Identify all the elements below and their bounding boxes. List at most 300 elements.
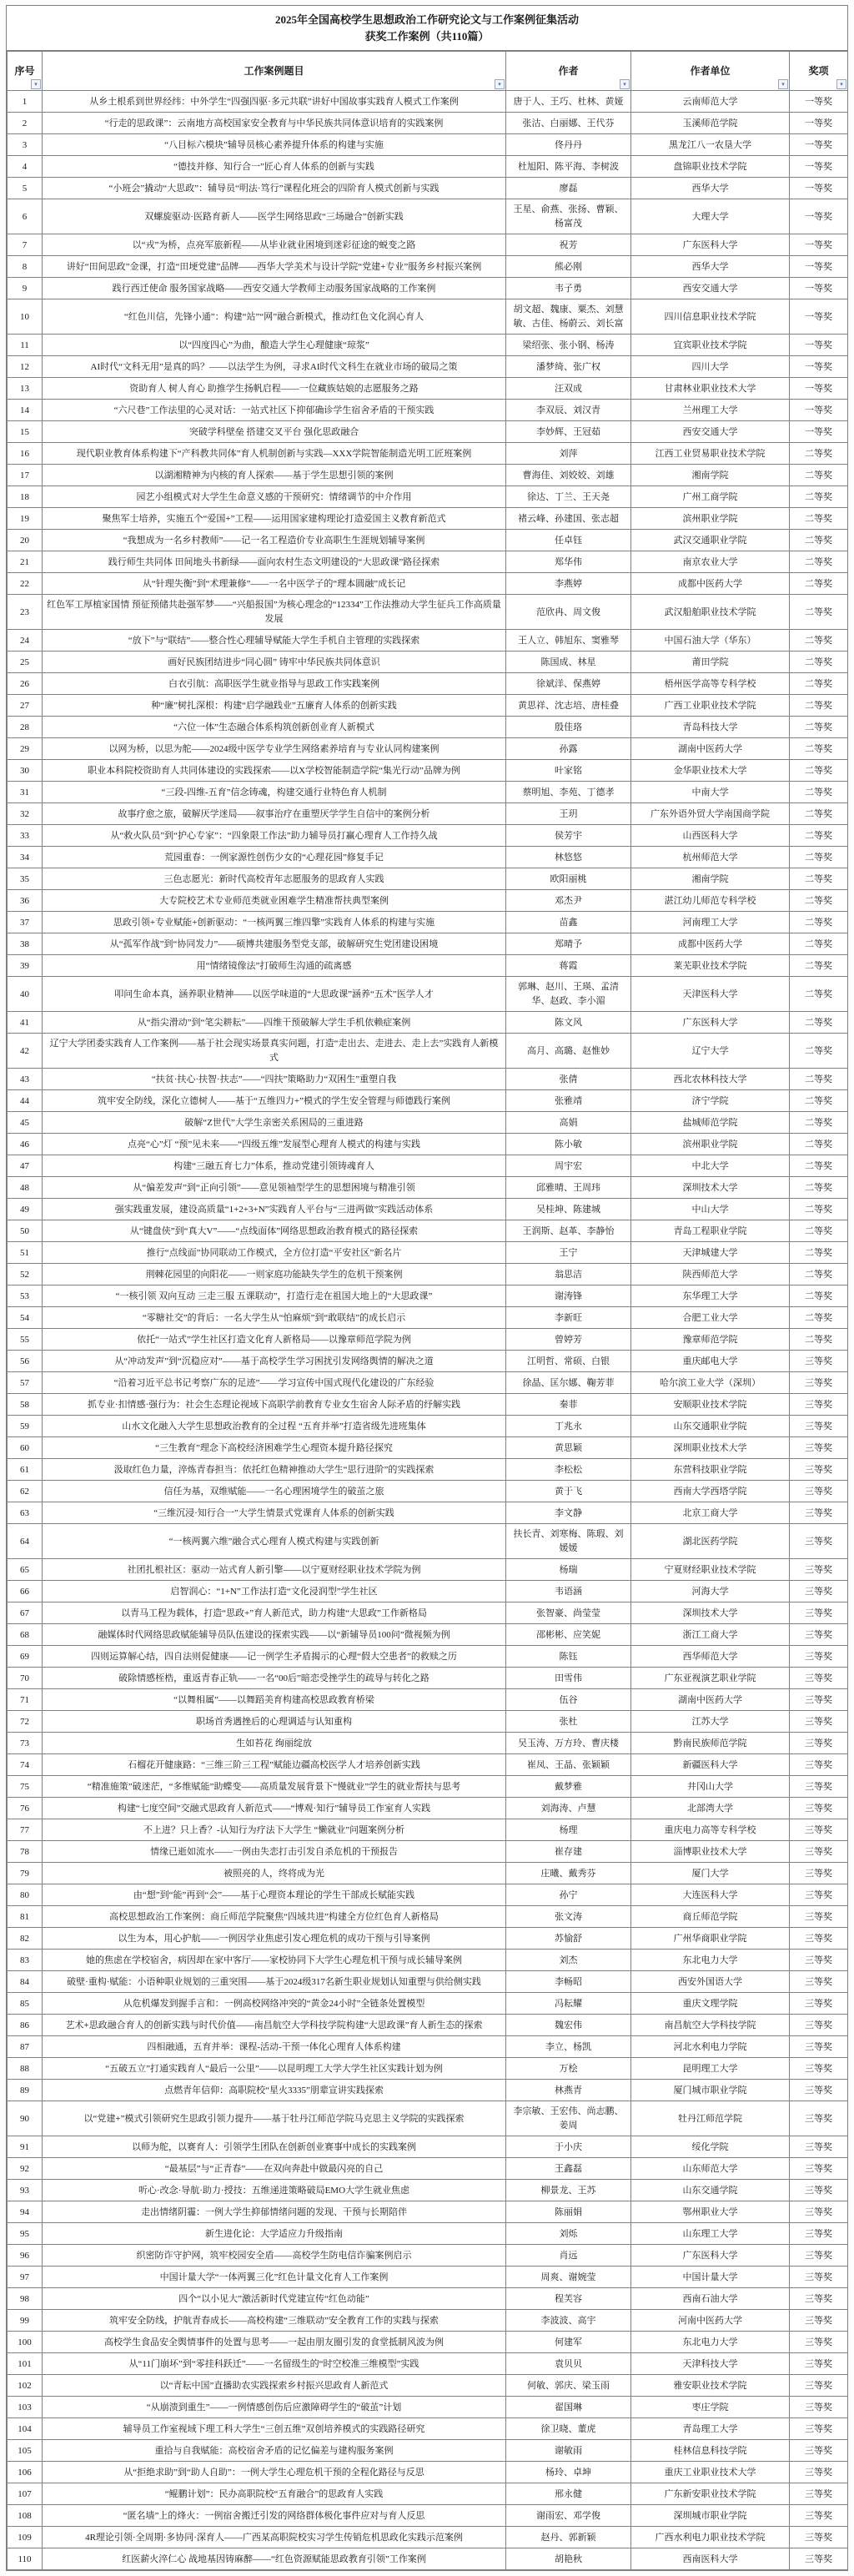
cell-award: 二等奖 bbox=[790, 673, 848, 695]
cell-authors: 庄曦、戴秀芬 bbox=[506, 1863, 631, 1884]
cell-index: 99 bbox=[8, 2310, 43, 2332]
cell-index: 46 bbox=[8, 1134, 43, 1155]
cell-organization: 广州工商学院 bbox=[631, 486, 790, 508]
cell-title: “匿名墙”上的烽火：一例宿舍搬迁引发的网络群体极化事件应对与育人反思 bbox=[43, 2505, 506, 2527]
cell-authors: 江明哲、常硕、白银 bbox=[506, 1351, 631, 1372]
cell-organization: 玉溪师范学院 bbox=[631, 113, 790, 134]
cell-award: 三等奖 bbox=[790, 1481, 848, 1502]
cell-authors: 王人立、韩旭东、窦雅琴 bbox=[506, 630, 631, 652]
table-row bbox=[8, 178, 848, 199]
cell-organization: 宜宾职业技术学院 bbox=[631, 335, 790, 356]
table-row bbox=[8, 1950, 848, 1971]
cell-organization: 北京工商大学 bbox=[631, 1502, 790, 1524]
cell-authors: 曾婷芳 bbox=[506, 1329, 631, 1351]
table-row bbox=[8, 1090, 848, 1112]
cell-award: 二等奖 bbox=[790, 1069, 848, 1090]
cell-organization: 西安交通大学 bbox=[631, 421, 790, 443]
cell-organization: 江西工业贸易职业技术学院 bbox=[631, 443, 790, 465]
cell-index: 36 bbox=[8, 890, 43, 912]
table-row bbox=[8, 1754, 848, 1776]
cell-title: 资助育人 树人育心 助推学生扬帆启程——一位藏族姑娘的志愿服务之路 bbox=[43, 378, 506, 400]
table-row bbox=[8, 847, 848, 868]
cell-index: 73 bbox=[8, 1733, 43, 1754]
table-row bbox=[8, 1242, 848, 1264]
cell-award: 三等奖 bbox=[790, 1581, 848, 1602]
cell-award: 三等奖 bbox=[790, 2440, 848, 2462]
cell-organization: 西南石油大学 bbox=[631, 2288, 790, 2310]
cell-organization: 天津医科大学 bbox=[631, 977, 790, 1012]
cell-index: 35 bbox=[8, 868, 43, 890]
cell-authors: 翟国琳 bbox=[506, 2397, 631, 2418]
cell-award: 三等奖 bbox=[790, 2483, 848, 2505]
cell-organization: 牡丹江师范学院 bbox=[631, 2101, 790, 2136]
cell-title: “扶贫·扶心·扶智·扶志”——“四扶”策略助力“双困生”重塑自我 bbox=[43, 1069, 506, 1090]
cell-index: 16 bbox=[8, 443, 43, 465]
cell-award: 一等奖 bbox=[790, 178, 848, 199]
cell-authors: 殷佳珞 bbox=[506, 717, 631, 738]
cell-award: 二等奖 bbox=[790, 443, 848, 465]
cell-organization: 新疆医科大学 bbox=[631, 1754, 790, 1776]
cell-authors: 程芙容 bbox=[506, 2288, 631, 2310]
cell-organization: 莆田学院 bbox=[631, 652, 790, 673]
table-row bbox=[8, 1459, 848, 1481]
cell-title: 白衣引航：高职医学生就业指导与思政工作实践案例 bbox=[43, 673, 506, 695]
table-row bbox=[8, 1220, 848, 1242]
table-row bbox=[8, 2418, 848, 2440]
cell-authors: 陈小敏 bbox=[506, 1134, 631, 1155]
table-row bbox=[8, 760, 848, 782]
cell-award: 二等奖 bbox=[790, 717, 848, 738]
cell-award: 二等奖 bbox=[790, 825, 848, 847]
cell-award: 二等奖 bbox=[790, 1034, 848, 1069]
cell-organization: 安顺职业技术学院 bbox=[631, 1394, 790, 1416]
cell-organization: 重庆工业职业技术大学 bbox=[631, 2462, 790, 2483]
cell-organization: 武汉交通职业学院 bbox=[631, 530, 790, 551]
table-row bbox=[8, 508, 848, 530]
table-row bbox=[8, 1351, 848, 1372]
cell-authors: 崔存建 bbox=[506, 1841, 631, 1863]
cell-index: 40 bbox=[8, 977, 43, 1012]
cell-index: 2 bbox=[8, 113, 43, 134]
cell-title: “以舞相属”——以舞蹈美育构建高校思政教育桥梁 bbox=[43, 1689, 506, 1711]
cell-award: 二等奖 bbox=[790, 1155, 848, 1177]
cell-organization: 大连医科大学 bbox=[631, 1884, 790, 1906]
cell-organization: 济宁学院 bbox=[631, 1090, 790, 1112]
table-row bbox=[8, 551, 848, 573]
cell-authors: 刘海涛、卢慧 bbox=[506, 1798, 631, 1819]
cell-index: 11 bbox=[8, 335, 43, 356]
cell-index: 80 bbox=[8, 1884, 43, 1906]
cell-authors: 佟丹丹 bbox=[506, 134, 631, 156]
cell-index: 29 bbox=[8, 738, 43, 760]
cell-title: “三维沉浸·知行合一”大学生情景式党课育人体系的创新实践 bbox=[43, 1502, 506, 1524]
cell-title: 破壁·重构·赋能：小语种职业规划的三重突围——基于2024级317名新生职业规划认知重塑与供给侧实践 bbox=[43, 1971, 506, 1993]
column-header-title bbox=[43, 52, 506, 91]
filter-dropdown-icon[interactable]: ▾ bbox=[31, 79, 41, 89]
cell-award: 三等奖 bbox=[790, 2245, 848, 2267]
cell-authors: 林燕青 bbox=[506, 2080, 631, 2101]
cell-authors: 吴桂坤、陈建城 bbox=[506, 1199, 631, 1220]
cell-title: 以“党建+”模式引领研究生思政引领力提升——基于牡丹江师范学院马克思主义学院的实践探索 bbox=[43, 2101, 506, 2136]
cell-index: 75 bbox=[8, 1776, 43, 1798]
cell-award: 三等奖 bbox=[790, 2180, 848, 2201]
cell-award: 一等奖 bbox=[790, 113, 848, 134]
cell-title: “红色川信，先锋小通”：构建“站”“网”融合新模式，推动红色文化润心育人 bbox=[43, 299, 506, 335]
cell-authors: 张智豪、尚莹莹 bbox=[506, 1602, 631, 1624]
table-row bbox=[8, 1798, 848, 1819]
table-row bbox=[8, 573, 848, 595]
cell-authors: 李宗敏、王宏伟、尚志鹏、姜周 bbox=[506, 2101, 631, 2136]
document-title-line2: 获奖工作案例（共110篇） bbox=[364, 30, 490, 43]
table-row bbox=[8, 977, 848, 1012]
cell-award: 三等奖 bbox=[790, 1459, 848, 1481]
cell-award: 二等奖 bbox=[790, 465, 848, 486]
cell-title: “五破五立”打通实践育人“最后一公里”——以昆明理工大学大学生社区实践计划为例 bbox=[43, 2058, 506, 2080]
cell-title: 筑牢安全防线，深化立德树人——基于“五维四力+”模式的学生安全管理与师德践行案例 bbox=[43, 1090, 506, 1112]
cell-index: 91 bbox=[8, 2136, 43, 2158]
cell-award: 一等奖 bbox=[790, 335, 848, 356]
table-row bbox=[8, 400, 848, 421]
table-row bbox=[8, 1012, 848, 1034]
cell-title: 红色军工厚植家国情 预征预储共赴强军梦——“兴船报国”为核心理念的“12334”工作法推动大学生征兵工作高质量发展 bbox=[43, 595, 506, 630]
cell-organization: 厦门大学 bbox=[631, 1863, 790, 1884]
cell-authors: 张杜 bbox=[506, 1711, 631, 1733]
cell-index: 100 bbox=[8, 2332, 43, 2353]
cell-award: 三等奖 bbox=[790, 2058, 848, 2080]
cell-index: 28 bbox=[8, 717, 43, 738]
cell-authors: 刘杰 bbox=[506, 1950, 631, 1971]
cell-authors: 谢敏雨 bbox=[506, 2440, 631, 2462]
cell-authors: 欧阳丽桃 bbox=[506, 868, 631, 890]
cell-index: 21 bbox=[8, 551, 43, 573]
cell-authors: 徐晶、匡尔娜、鞠芳菲 bbox=[506, 1372, 631, 1394]
table-row bbox=[8, 1034, 848, 1069]
table-row bbox=[8, 1264, 848, 1285]
column-header-authors-label: 作者 bbox=[558, 65, 579, 78]
cell-index: 6 bbox=[8, 199, 43, 234]
cell-authors: 邓杰尹 bbox=[506, 890, 631, 912]
cell-index: 49 bbox=[8, 1199, 43, 1220]
filter-dropdown-icon[interactable]: ▾ bbox=[778, 79, 788, 89]
cell-index: 92 bbox=[8, 2158, 43, 2180]
table-row bbox=[8, 1646, 848, 1668]
cell-award: 三等奖 bbox=[790, 1372, 848, 1394]
cell-authors: 杨玲、卓坤 bbox=[506, 2462, 631, 2483]
table-row bbox=[8, 933, 848, 955]
cell-organization: 黔南民族师范学院 bbox=[631, 1733, 790, 1754]
cell-award: 三等奖 bbox=[790, 1993, 848, 2015]
cell-index: 83 bbox=[8, 1950, 43, 1971]
cell-index: 85 bbox=[8, 1993, 43, 2015]
table-row bbox=[8, 2397, 848, 2418]
cell-authors: 唐于人、王巧、杜林、黄娅 bbox=[506, 91, 631, 113]
cell-organization: 盘锦职业技术学院 bbox=[631, 156, 790, 178]
cell-organization: 哈尔滨工业大学（深圳） bbox=[631, 1372, 790, 1394]
cell-organization: 深圳技术大学 bbox=[631, 1602, 790, 1624]
cell-index: 52 bbox=[8, 1264, 43, 1285]
cell-award: 三等奖 bbox=[790, 1524, 848, 1559]
table-row bbox=[8, 1624, 848, 1646]
table-row bbox=[8, 825, 848, 847]
cell-authors: 梁绍张、张小钢、杨涛 bbox=[506, 335, 631, 356]
cell-authors: 韦语涵 bbox=[506, 1581, 631, 1602]
cell-award: 二等奖 bbox=[790, 1329, 848, 1351]
cell-title: 强实践重发展，建设高质量“1+2+3+N”实践育人平台与“三进两做”实践活动体系 bbox=[43, 1199, 506, 1220]
cell-title: 双螺旋驱动·医路育新人——医学生网络思政“三场融合”创新实践 bbox=[43, 199, 506, 234]
table-row bbox=[8, 91, 848, 113]
table-row bbox=[8, 1971, 848, 1993]
table-row bbox=[8, 2332, 848, 2353]
cell-award: 二等奖 bbox=[790, 738, 848, 760]
cell-award: 二等奖 bbox=[790, 868, 848, 890]
cell-title: 从“偏差发声”到“正向引领”——意见领袖型学生的思想困境与精准引领 bbox=[43, 1177, 506, 1199]
cell-title: “小班会”撬动“大思政”：辅导员“明法·笃行”课程化班会的四阶育人模式创新与实践 bbox=[43, 178, 506, 199]
cell-organization: 湖南中医药大学 bbox=[631, 1689, 790, 1711]
cell-organization: 成都中医药大学 bbox=[631, 933, 790, 955]
cell-organization: 东北电力大学 bbox=[631, 1950, 790, 1971]
cell-title: 社团扎根社区：驱动一站式育人新引擎——以宁夏财经职业技术学院为例 bbox=[43, 1559, 506, 1581]
cell-index: 44 bbox=[8, 1090, 43, 1112]
cell-organization: 豫章师范学院 bbox=[631, 1329, 790, 1351]
filter-dropdown-icon[interactable]: ▾ bbox=[495, 79, 505, 89]
cell-award: 二等奖 bbox=[790, 486, 848, 508]
cell-index: 76 bbox=[8, 1798, 43, 1819]
cell-title: 从乡土根系到世界经纬：中外学生“四强四驱·多元共联”讲好中国故事实践育人模式工作案例 bbox=[43, 91, 506, 113]
table-row bbox=[8, 1134, 848, 1155]
cell-award: 二等奖 bbox=[790, 1012, 848, 1034]
cell-organization: 重庆邮电大学 bbox=[631, 1351, 790, 1372]
cell-index: 41 bbox=[8, 1012, 43, 1034]
cell-organization: 西安交通大学 bbox=[631, 278, 790, 299]
column-header-award-label: 奖项 bbox=[808, 65, 829, 78]
cell-authors: 黄于飞 bbox=[506, 1481, 631, 1502]
cell-title: 石榴花开健康路：“三维三阶三工程”赋能边疆高校医学人才培养创新实践 bbox=[43, 1754, 506, 1776]
cell-award: 二等奖 bbox=[790, 955, 848, 977]
cell-award: 一等奖 bbox=[790, 378, 848, 400]
cell-award: 三等奖 bbox=[790, 1646, 848, 1668]
table-row bbox=[8, 1711, 848, 1733]
cell-award: 三等奖 bbox=[790, 2375, 848, 2397]
cell-title: 情缘已逝如流水——一例由失恋打击引发自杀危机的干预报告 bbox=[43, 1841, 506, 1863]
cell-index: 68 bbox=[8, 1624, 43, 1646]
cell-index: 59 bbox=[8, 1416, 43, 1437]
cell-title: 从“冲动发声”到“沉稳应对”——基于高校学生学习困扰引发网络舆情的解决之道 bbox=[43, 1351, 506, 1372]
cell-organization: 重庆电力高等专科学校 bbox=[631, 1819, 790, 1841]
cell-authors: 苏愉舒 bbox=[506, 1928, 631, 1950]
table-row bbox=[8, 1177, 848, 1199]
cell-organization: 山西医科大学 bbox=[631, 825, 790, 847]
cell-index: 22 bbox=[8, 573, 43, 595]
cell-organization: 深圳技术大学 bbox=[631, 1177, 790, 1199]
cell-index: 105 bbox=[8, 2440, 43, 2462]
cell-title: 践行西迁使命 服务国家战略——西安交通大学教师主动服务国家战略的工作案例 bbox=[43, 278, 506, 299]
cell-authors: 孙露 bbox=[506, 738, 631, 760]
cell-title: 破除情感桎梏，重返青春正轨——一名“00后”暗恋受挫学生的疏导与转化之路 bbox=[43, 1668, 506, 1689]
cell-authors: 胡艳秋 bbox=[506, 2548, 631, 2570]
cell-title: 以师为舵，以赛育人：引领学生团队在创新创业赛事中成长的实践案例 bbox=[43, 2136, 506, 2158]
cell-authors: 范欣冉、周文俊 bbox=[506, 595, 631, 630]
table-row bbox=[8, 356, 848, 378]
cell-organization: 东北电力大学 bbox=[631, 2332, 790, 2353]
cell-authors: 任卓钰 bbox=[506, 530, 631, 551]
table-header-row bbox=[8, 52, 848, 91]
table-row bbox=[8, 2136, 848, 2158]
table-row bbox=[8, 2015, 848, 2036]
table-row bbox=[8, 1841, 848, 1863]
table-row bbox=[8, 1884, 848, 1906]
cell-authors: 胡文超、魏康、粟杰、刘慧敏、古佳、杨蔚云、刘长富 bbox=[506, 299, 631, 335]
cell-authors: 袁贝贝 bbox=[506, 2353, 631, 2375]
cell-award: 三等奖 bbox=[790, 1906, 848, 1928]
table-row bbox=[8, 1524, 848, 1559]
cell-organization: 湛江幼儿师范专科学校 bbox=[631, 890, 790, 912]
cell-authors: 邵彬彬、应笑妮 bbox=[506, 1624, 631, 1646]
cell-award: 三等奖 bbox=[790, 1798, 848, 1819]
cell-organization: 云南师范大学 bbox=[631, 91, 790, 113]
cell-authors: 刘烁 bbox=[506, 2223, 631, 2245]
cell-title: 点燃青年信仰：高职院校“星火3335”朋辈宣讲实践探索 bbox=[43, 2080, 506, 2101]
cell-authors: 褚云峰、孙建国、张志超 bbox=[506, 508, 631, 530]
cell-award: 一等奖 bbox=[790, 278, 848, 299]
cell-index: 12 bbox=[8, 356, 43, 378]
cell-index: 69 bbox=[8, 1646, 43, 1668]
cell-organization: 广东亚视演艺职业学院 bbox=[631, 1668, 790, 1689]
cell-organization: 大理大学 bbox=[631, 199, 790, 234]
cell-organization: 湖南中医药大学 bbox=[631, 738, 790, 760]
table-row bbox=[8, 2267, 848, 2288]
table-row bbox=[8, 890, 848, 912]
cell-index: 18 bbox=[8, 486, 43, 508]
cell-organization: 广州华商职业学院 bbox=[631, 1928, 790, 1950]
cell-authors: 王鑫磊 bbox=[506, 2158, 631, 2180]
cell-organization: 宁夏财经职业技术学院 bbox=[631, 1559, 790, 1581]
cell-authors: 杨理 bbox=[506, 1819, 631, 1841]
cell-index: 74 bbox=[8, 1754, 43, 1776]
cell-title: “放下”与“联结”——整合性心理辅导赋能大学生手机自主管理的实践探索 bbox=[43, 630, 506, 652]
cell-organization: 西华大学 bbox=[631, 256, 790, 278]
cell-index: 39 bbox=[8, 955, 43, 977]
cell-title: 从危机爆发到握手言和：一例高校网络冲突的“黄金24小时”全链条处置模型 bbox=[43, 1993, 506, 2015]
cell-award: 三等奖 bbox=[790, 2397, 848, 2418]
table-row bbox=[8, 803, 848, 825]
cell-organization: 广东医科大学 bbox=[631, 1012, 790, 1034]
table-row bbox=[8, 630, 848, 652]
cell-authors: 伍谷 bbox=[506, 1689, 631, 1711]
cell-title: “三段-四维-五育”信念铸魂，构建交通行业特色育人机制 bbox=[43, 782, 506, 803]
cell-organization: 陕西师范大学 bbox=[631, 1264, 790, 1285]
cell-title: “六位一体”生态融合体系构筑创新创业育人新模式 bbox=[43, 717, 506, 738]
cell-title: 大专院校艺术专业师范类就业困难学生精准帮扶典型案例 bbox=[43, 890, 506, 912]
cell-award: 三等奖 bbox=[790, 1624, 848, 1646]
table-row bbox=[8, 1928, 848, 1950]
cell-index: 48 bbox=[8, 1177, 43, 1199]
cell-organization: 商丘师范学院 bbox=[631, 1906, 790, 1928]
cell-organization: 天津城建大学 bbox=[631, 1242, 790, 1264]
cell-index: 107 bbox=[8, 2483, 43, 2505]
cell-authors: 杨瑞 bbox=[506, 1559, 631, 1581]
cell-index: 34 bbox=[8, 847, 43, 868]
cell-title: 叩问生命本真，涵养职业精神——以医学味道的“大思政课”涵养“五术”医学人才 bbox=[43, 977, 506, 1012]
column-header-title-label: 工作案例题目 bbox=[244, 65, 304, 78]
cell-organization: 河南理工大学 bbox=[631, 912, 790, 933]
table-row bbox=[8, 113, 848, 134]
table-row bbox=[8, 335, 848, 356]
cell-index: 17 bbox=[8, 465, 43, 486]
cell-organization: 东营科技职业学院 bbox=[631, 1459, 790, 1481]
cell-index: 50 bbox=[8, 1220, 43, 1242]
cell-authors: 韦子勇 bbox=[506, 278, 631, 299]
document-title-block bbox=[7, 6, 847, 51]
cell-title: 筑牢安全防线，护航青春成长——高校构建“三维联动”安全教育工作的实践与探索 bbox=[43, 2310, 506, 2332]
cell-index: 81 bbox=[8, 1906, 43, 1928]
cell-title: 以湖湘精神为内核的育人探索——基于学生思想引领的案例 bbox=[43, 465, 506, 486]
cell-authors: 邢永健 bbox=[506, 2483, 631, 2505]
cell-index: 86 bbox=[8, 2015, 43, 2036]
cell-index: 19 bbox=[8, 508, 43, 530]
cell-index: 109 bbox=[8, 2527, 43, 2548]
cell-authors: 于小庆 bbox=[506, 2136, 631, 2158]
cell-title: 从“针理失衡”到“术理兼修”——一名中医学子的“理本圆融”成长记 bbox=[43, 573, 506, 595]
table-row bbox=[8, 1993, 848, 2015]
table-row bbox=[8, 1689, 848, 1711]
cell-award: 一等奖 bbox=[790, 299, 848, 335]
filter-dropdown-icon[interactable]: ▾ bbox=[620, 79, 630, 89]
cell-title: 由“想”到“能”再到“会”——基于心理资本理论的学生干部成长赋能实践 bbox=[43, 1884, 506, 1906]
cell-award: 一等奖 bbox=[790, 91, 848, 113]
cell-award: 三等奖 bbox=[790, 1950, 848, 1971]
cell-organization: 山东理工大学 bbox=[631, 2223, 790, 2245]
cell-award: 三等奖 bbox=[790, 2527, 848, 2548]
cell-title: 抓专业·扣情感·强行为：社会生态理论视域下高职学前教育专业女生宿舍人际矛盾的纾解实践 bbox=[43, 1394, 506, 1416]
cell-title: 生如苔花 绚丽绽放 bbox=[43, 1733, 506, 1754]
cell-award: 二等奖 bbox=[790, 1090, 848, 1112]
cell-organization: 广东新安职业技术学院 bbox=[631, 2483, 790, 2505]
cell-organization: 中南大学 bbox=[631, 782, 790, 803]
table-row bbox=[8, 486, 848, 508]
cell-organization: 湘南学院 bbox=[631, 465, 790, 486]
cell-title: 辽宁大学团委实践育人工作案例——基于社会现实场景真实问题，打造“走出去、走进去、走上去”实践育人新模式 bbox=[43, 1034, 506, 1069]
cell-authors: 黄思祥、沈志培、唐桂叠 bbox=[506, 695, 631, 717]
cell-index: 98 bbox=[8, 2288, 43, 2310]
cell-title: “沿着习近平总书记考察广东的足迹”——学习宣传中国式现代化建设的广东经验 bbox=[43, 1372, 506, 1394]
cell-organization: 厦门城市职业学院 bbox=[631, 2080, 790, 2101]
cell-authors: 李立、杨凯 bbox=[506, 2036, 631, 2058]
cell-title: 信任为基，双维赋能——一名心理困境学生的破茧之旅 bbox=[43, 1481, 506, 1502]
cell-index: 87 bbox=[8, 2036, 43, 2058]
cell-index: 64 bbox=[8, 1524, 43, 1559]
cell-index: 66 bbox=[8, 1581, 43, 1602]
cell-organization: 湖北医药学院 bbox=[631, 1524, 790, 1559]
cell-authors: 徐达、丁兰、王天尧 bbox=[506, 486, 631, 508]
filter-dropdown-icon[interactable]: ▾ bbox=[836, 79, 846, 89]
cell-award: 三等奖 bbox=[790, 2353, 848, 2375]
cell-title: 点亮“心”灯 “预”见未来——“四级五维”发展型心理育人模式的构建与实践 bbox=[43, 1134, 506, 1155]
cell-title: “从崩溃到重生”——一例情感创伤后应激障碍学生的“破茧”计划 bbox=[43, 2397, 506, 2418]
table-row bbox=[8, 695, 848, 717]
table-row bbox=[8, 421, 848, 443]
column-header-authors bbox=[506, 52, 631, 91]
cell-title: 汲取红色力量，淬炼青春担当：依托红色精神推动大学生“思行进阶”的实践探索 bbox=[43, 1459, 506, 1481]
cell-index: 25 bbox=[8, 652, 43, 673]
cell-award: 一等奖 bbox=[790, 199, 848, 234]
table-row bbox=[8, 2058, 848, 2080]
cell-award: 二等奖 bbox=[790, 1220, 848, 1242]
cell-title: 她的焦虑在学校宿舍，病因却在家中客厅——家校协同下大学生心理危机干预与成长辅导案例 bbox=[43, 1950, 506, 1971]
table-row bbox=[8, 912, 848, 933]
cell-title: 山水文化融入大学生思想政治教育的全过程 “五育并举”打造省级先进班集体 bbox=[43, 1416, 506, 1437]
cell-title: AI时代“文科无用”是真的吗？——以法学生为例，寻求AI时代文科生在就业市场的破局之策 bbox=[43, 356, 506, 378]
cell-authors: 魏宏伟 bbox=[506, 2015, 631, 2036]
